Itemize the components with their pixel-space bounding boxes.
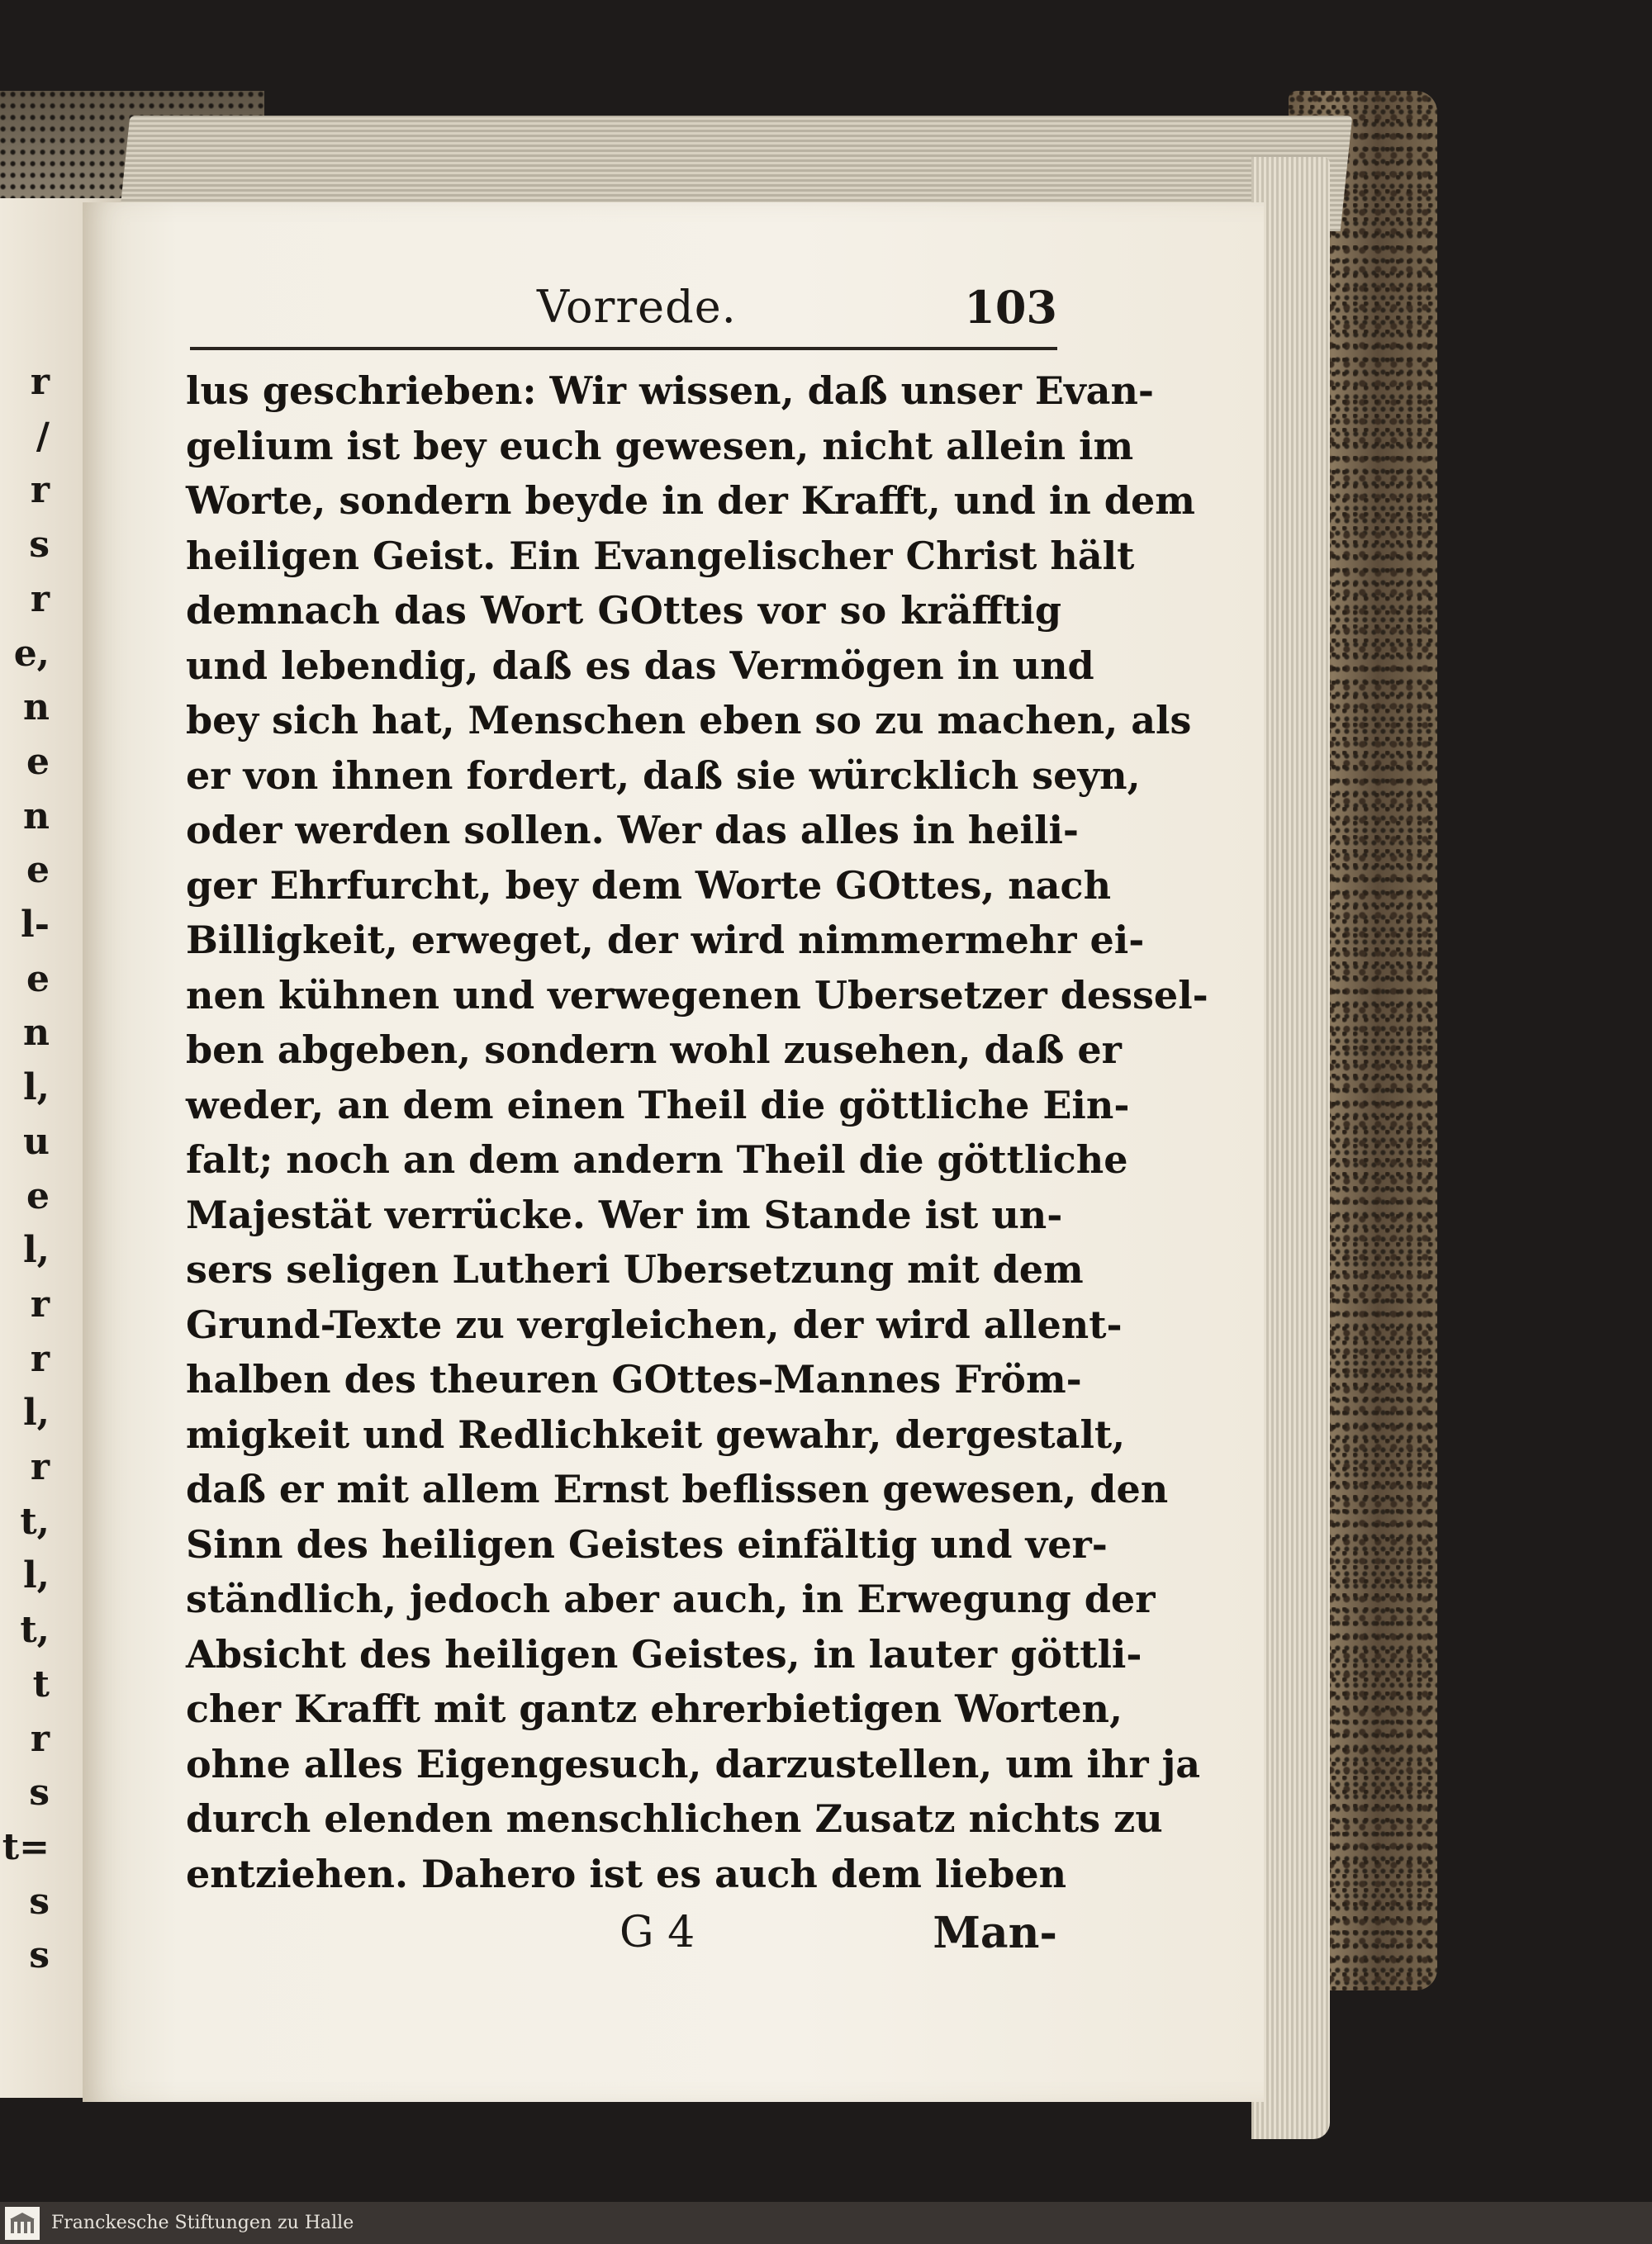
body-text (186, 363, 1208, 1901)
left-fragment-glyph: r (30, 469, 50, 512)
left-fragment-glyph: e (26, 957, 50, 1000)
text-line: gelium ist bey euch gewesen, nicht allein im (186, 423, 1134, 468)
left-fragment-glyph: n (23, 1012, 50, 1055)
text-line: cher Krafft mit gantz ehrerbietigen Worten, (186, 1687, 1123, 1731)
left-fragment-glyph: r (30, 1446, 50, 1489)
left-fragment-glyph: s (29, 1934, 50, 1977)
text-line: er von ihnen fordert, daß sie würcklich seyn, (186, 752, 1141, 798)
text-line: ger Ehrfurcht, bey dem Worte GOttes, nach (186, 862, 1112, 908)
institution-logo-icon (5, 2207, 40, 2240)
text-line: weder, an dem einen Theil die göttliche Ein- (186, 1082, 1130, 1127)
left-fragment-glyph: l, (22, 1066, 50, 1109)
left-fragment-glyph: e (26, 740, 50, 783)
left-fragment-glyph: l- (21, 904, 50, 946)
page-footer (190, 1908, 1057, 1974)
left-fragment-glyph: l, (22, 1392, 50, 1435)
left-fragment-glyph: l, (22, 1229, 50, 1272)
left-fragment-glyph: s (29, 1880, 50, 1923)
page-number: 103 (964, 281, 1057, 334)
text-line: Absicht des heiligen Geistes, in lauter göttli- (186, 1631, 1142, 1677)
left-fragment-glyph: e (26, 1174, 50, 1217)
left-fragment-glyph: l, (22, 1554, 50, 1597)
text-line: Sinn des heiligen Geistes einfältig und ver- (186, 1521, 1108, 1567)
institution-bar (0, 2202, 1652, 2244)
text-line: Grund-Texte zu vergleichen, der wird allent- (186, 1302, 1123, 1347)
left-fragment-glyph: u (23, 1120, 50, 1163)
text-line: lus geschrieben: Wir wissen, daß unser Evan- (186, 368, 1155, 413)
left-fragment-glyph: n (23, 686, 50, 729)
text-line: daß er mit allem Ernst beflissen gewesen, den (186, 1467, 1169, 1511)
text-line: nen kühnen und verwegenen Ubersetzer dessel- (186, 972, 1208, 1018)
text-line: ben abgeben, sondern wohl zusehen, daß er (186, 1027, 1122, 1072)
text-line: halben des theuren GOttes-Mannes Fröm- (186, 1357, 1082, 1402)
left-fragment-glyph: r (30, 577, 50, 620)
text-line: oder werden sollen. Wer das alles in heili- (186, 808, 1080, 852)
text-line: Majestät verrücke. Wer im Stande ist un- (186, 1192, 1063, 1237)
left-fragment-glyph: t= (2, 1825, 50, 1868)
text-line: bey sich hat, Menschen eben so zu machen, als (186, 698, 1192, 742)
text-line: ständlich, jedoch aber auch, in Erwegung der (186, 1577, 1156, 1621)
left-fragment-glyph: n (23, 795, 50, 837)
header-rule (190, 347, 1057, 350)
text-line: Billigkeit, erweget, der wird nimmermehr ei- (186, 918, 1145, 962)
text-line: durch elenden menschlichen Zusatz nichts zu (186, 1796, 1163, 1841)
text-line: sers seligen Lutheri Ubersetzung mit dem (186, 1247, 1084, 1292)
text-line: Worte, sondern beyde in der Krafft, und in dem (186, 478, 1195, 523)
left-fragment-glyph: e, (13, 632, 50, 675)
running-head: Vorrede. (537, 281, 737, 333)
left-page-text-fragment (0, 355, 50, 1983)
left-fragment-glyph: / (36, 415, 50, 458)
text-line: und lebendig, daß es das Vermögen in und (186, 643, 1094, 688)
left-fragment-glyph: r (30, 1337, 50, 1380)
catchword: Man- (933, 1908, 1057, 1958)
text-line: falt; noch an dem andern Theil die göttliche (186, 1137, 1128, 1182)
left-fragment-glyph: r (30, 1717, 50, 1760)
text-line: ohne alles Eigengesuch, darzustellen, um ihr ja (186, 1741, 1201, 1786)
left-fragment-glyph: s (29, 524, 50, 567)
text-line: migkeit und Redlichkeit gewahr, dergestalt, (186, 1411, 1126, 1457)
left-fragment-glyph: r (30, 1283, 50, 1326)
text-line: heiligen Geist. Ein Evangelischer Christ hält (186, 533, 1135, 578)
left-fragment-glyph: e (26, 849, 50, 892)
text-line: demnach das Wort GOttes vor so kräfftig (186, 588, 1061, 633)
left-fragment-glyph: t, (20, 1500, 50, 1543)
text-line: entziehen. Dahero ist es auch dem lieben (186, 1851, 1067, 1896)
left-fragment-glyph: r (30, 361, 50, 403)
left-fragment-glyph: s (29, 1772, 50, 1815)
institution-name: Franckesche Stiftungen zu Halle (51, 2213, 354, 2233)
page-header (190, 281, 1057, 339)
left-fragment-glyph: t (32, 1663, 50, 1706)
signature-mark: G 4 (620, 1908, 695, 1957)
left-fragment-glyph: t, (20, 1609, 50, 1652)
